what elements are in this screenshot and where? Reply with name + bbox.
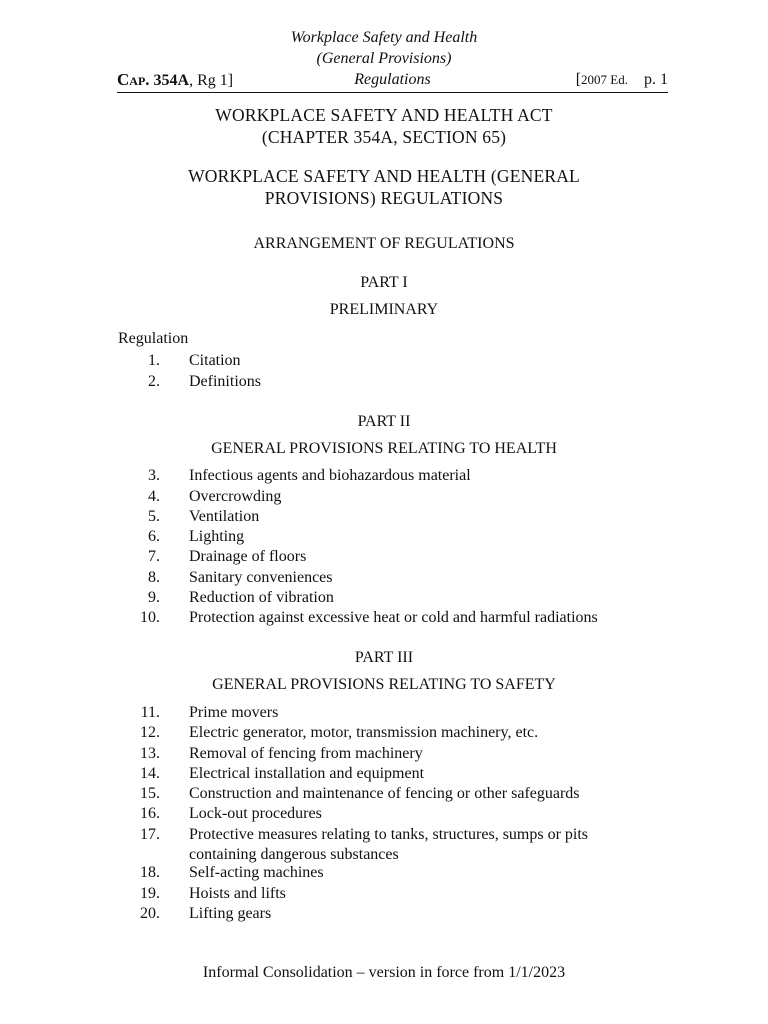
item-number: 6. [148, 528, 160, 545]
running-header [117, 69, 668, 93]
edition-bracket: [ [575, 71, 582, 88]
arrangement-heading: ARRANGEMENT OF REGULATIONS [253, 235, 515, 252]
item-text: Citation [189, 352, 241, 369]
running-title-line2: (General Provisions) [316, 50, 452, 67]
item-text: Hoists and lifts [189, 885, 286, 902]
regs-title-line2: PROVISIONS) REGULATIONS [264, 188, 504, 208]
item-text: Ventilation [189, 508, 260, 525]
item-number: 20. [140, 905, 160, 922]
page-number: p. 1 [644, 71, 668, 88]
cap-label: Cap. [117, 70, 150, 89]
item-text: Sanitary conveniences [189, 569, 333, 586]
cap-number: 354A [153, 72, 190, 89]
item-number: 8. [148, 569, 160, 586]
edition-page [576, 69, 668, 90]
item-number: 3. [148, 467, 160, 484]
item-number: 18. [140, 864, 160, 881]
item-number: 15. [140, 785, 160, 802]
item-number: 13. [140, 745, 160, 762]
item-text: Overcrowding [189, 488, 282, 505]
item-text: Lock-out procedures [189, 805, 322, 822]
item-text: Lighting [189, 528, 245, 545]
edition: 2007 Ed. [581, 72, 628, 87]
item-text: Prime movers [189, 704, 279, 721]
item-text: Protective measures relating to tanks, structures, sumps or pits containing dangerous substances [189, 826, 589, 863]
part-label: PART II [357, 413, 411, 430]
part-title: PRELIMINARY [329, 301, 439, 318]
item-text: Self-acting machines [189, 864, 324, 881]
item-number: 1. [148, 352, 160, 369]
item-number: 19. [140, 885, 160, 902]
running-title-line1: Workplace Safety and Health [290, 29, 478, 46]
item-text: Removal of fencing from machinery [189, 745, 423, 762]
item-number: 12. [140, 724, 160, 741]
item-text: Infectious agents and biohazardous material [189, 467, 471, 484]
item-text: Lifting gears [189, 905, 272, 922]
item-number: 17. [140, 826, 160, 843]
item-number: 14. [140, 765, 160, 782]
act-title-line1: WORKPLACE SAFETY AND HEALTH ACT [215, 105, 553, 125]
part-title: GENERAL PROVISIONS RELATING TO HEALTH [211, 440, 557, 457]
item-number: 9. [148, 589, 160, 606]
rg-label: , Rg 1] [189, 72, 234, 89]
item-number: 2. [148, 373, 160, 390]
running-title-line3: Regulations [354, 71, 431, 88]
chapter-reference [117, 69, 233, 91]
regs-title-line1: WORKPLACE SAFETY AND HEALTH (GENERAL [188, 166, 580, 186]
item-number: 7. [148, 548, 160, 565]
item-text: Protection against excessive heat or cold and harmful radiations [189, 609, 598, 626]
item-text: Electric generator, motor, transmission machinery, etc. [189, 724, 539, 741]
part-label: PART III [354, 649, 414, 666]
act-title-line2: (CHAPTER 354A, SECTION 65) [261, 127, 507, 147]
part-label: PART I [360, 274, 408, 291]
item-text: Drainage of floors [189, 548, 307, 565]
item-number: 5. [148, 508, 160, 525]
item-number: 10. [140, 609, 160, 626]
item-number: 16. [140, 805, 160, 822]
item-text: Construction and maintenance of fencing or other safeguards [189, 785, 580, 802]
regulation-label: Regulation [118, 330, 189, 347]
part-title: GENERAL PROVISIONS RELATING TO SAFETY [212, 676, 556, 693]
item-number: 4. [148, 488, 160, 505]
item-text: Electrical installation and equipment [189, 765, 425, 782]
item-number: 11. [140, 704, 160, 721]
item-text: Definitions [189, 373, 261, 390]
consolidation-footer: Informal Consolidation – version in force from 1/1/2023 [202, 964, 566, 981]
item-text: Reduction of vibration [189, 589, 334, 606]
